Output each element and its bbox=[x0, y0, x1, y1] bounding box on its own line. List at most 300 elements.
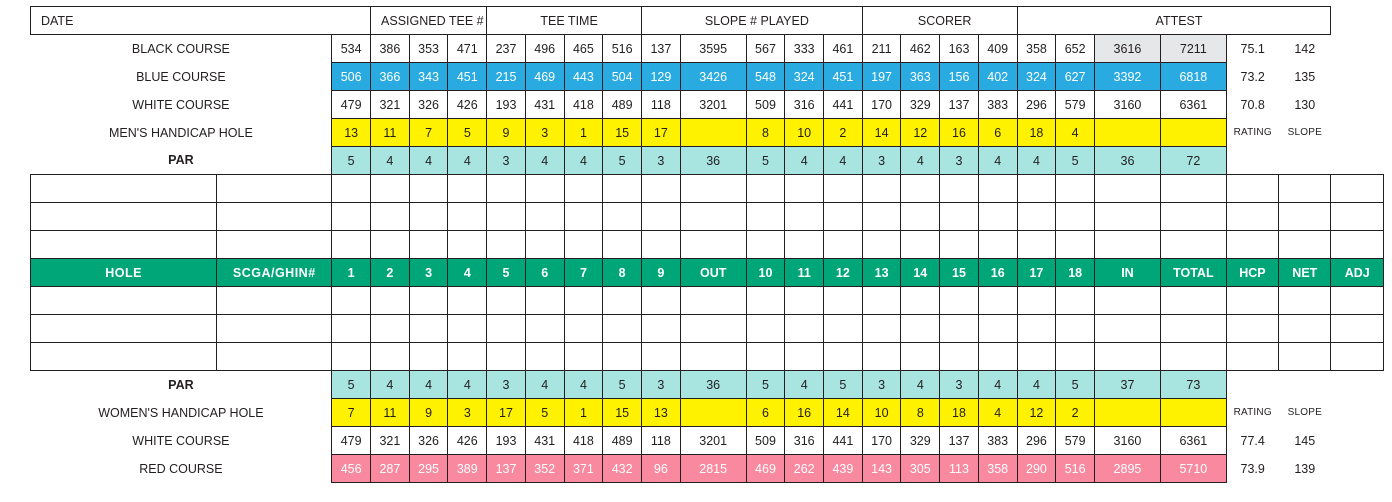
score-cell[interactable] bbox=[448, 175, 487, 203]
blue-out: 3426 bbox=[680, 63, 746, 91]
black-hole-12: 461 bbox=[824, 35, 863, 63]
header-field-tee-time: TEE TIME bbox=[487, 7, 642, 35]
parm-in: 36 bbox=[1095, 147, 1161, 175]
black-total: 7211 bbox=[1160, 35, 1226, 63]
mhcp-hole-16: 6 bbox=[978, 119, 1017, 147]
score-cell[interactable] bbox=[785, 231, 824, 259]
score-cell[interactable] bbox=[409, 287, 448, 315]
score-cell[interactable] bbox=[642, 315, 681, 343]
score-net-cell[interactable] bbox=[1279, 175, 1331, 203]
blue-hole-3: 343 bbox=[409, 63, 448, 91]
parw-hole-14: 4 bbox=[901, 371, 940, 399]
blue-hole-13: 197 bbox=[862, 63, 901, 91]
score-cell[interactable] bbox=[901, 231, 940, 259]
score-cell[interactable] bbox=[525, 343, 564, 371]
score-in-cell[interactable] bbox=[1095, 343, 1161, 371]
blue-hole-15: 156 bbox=[940, 63, 979, 91]
score-cell[interactable] bbox=[746, 175, 785, 203]
parw-hole-15: 3 bbox=[940, 371, 979, 399]
blue-hole-4: 451 bbox=[448, 63, 487, 91]
score-cell[interactable] bbox=[409, 343, 448, 371]
score-cell[interactable] bbox=[901, 287, 940, 315]
score-hcp-cell[interactable] bbox=[1226, 175, 1278, 203]
player-entry-row[interactable] bbox=[31, 175, 1384, 203]
score-cell[interactable] bbox=[642, 175, 681, 203]
blue-hole-14: 363 bbox=[901, 63, 940, 91]
header-hole-15: 15 bbox=[940, 259, 979, 287]
player-name-cell[interactable] bbox=[31, 231, 217, 259]
score-cell[interactable] bbox=[642, 203, 681, 231]
score-cell[interactable] bbox=[525, 231, 564, 259]
whcp-hole-8: 15 bbox=[603, 399, 642, 427]
header-field-slope-played: SLOPE # PLAYED bbox=[642, 7, 863, 35]
score-hcp-cell[interactable] bbox=[1226, 231, 1278, 259]
whitew-hole-9: 118 bbox=[642, 427, 681, 455]
score-cell[interactable] bbox=[940, 231, 979, 259]
score-adj-cell[interactable] bbox=[1331, 175, 1384, 203]
parm-hole-2: 4 bbox=[371, 147, 410, 175]
parw-hole-6: 4 bbox=[525, 371, 564, 399]
parw-total: 73 bbox=[1160, 371, 1226, 399]
blue-hole-16: 402 bbox=[978, 63, 1017, 91]
white-women-rating: 77.4 bbox=[1240, 433, 1265, 448]
score-cell[interactable] bbox=[487, 203, 526, 231]
score-out-cell[interactable] bbox=[680, 287, 746, 315]
parm-hole-3: 4 bbox=[409, 147, 448, 175]
player-ghin-cell[interactable] bbox=[217, 315, 332, 343]
score-cell[interactable] bbox=[940, 287, 979, 315]
score-cell[interactable] bbox=[332, 175, 371, 203]
score-out-cell[interactable] bbox=[680, 203, 746, 231]
player-ghin-cell[interactable] bbox=[217, 231, 332, 259]
score-cell[interactable] bbox=[409, 203, 448, 231]
score-cell[interactable] bbox=[371, 231, 410, 259]
score-net-cell[interactable] bbox=[1279, 287, 1331, 315]
white-hole-10: 509 bbox=[746, 91, 785, 119]
score-cell[interactable] bbox=[487, 287, 526, 315]
player-name-cell[interactable] bbox=[31, 203, 217, 231]
player-entry-row[interactable] bbox=[31, 231, 1384, 259]
whitew-hole-12: 441 bbox=[824, 427, 863, 455]
score-cell[interactable] bbox=[642, 287, 681, 315]
whcp-total bbox=[1160, 399, 1226, 427]
score-cell[interactable] bbox=[564, 315, 603, 343]
player-name-cell[interactable] bbox=[31, 315, 217, 343]
score-cell[interactable] bbox=[603, 287, 642, 315]
header-hole-3: 3 bbox=[409, 259, 448, 287]
score-cell[interactable] bbox=[940, 175, 979, 203]
red-out: 2815 bbox=[680, 455, 746, 483]
white-rating: 70.8 bbox=[1240, 97, 1265, 112]
scorecard-table bbox=[30, 6, 1384, 483]
score-cell[interactable] bbox=[862, 203, 901, 231]
player-entry-row[interactable] bbox=[31, 315, 1384, 343]
white-hole-9: 118 bbox=[642, 91, 681, 119]
score-net-cell[interactable] bbox=[1279, 203, 1331, 231]
score-cell[interactable] bbox=[525, 175, 564, 203]
header-hole-9: 9 bbox=[642, 259, 681, 287]
score-cell[interactable] bbox=[487, 343, 526, 371]
mhcp-hole-6: 3 bbox=[525, 119, 564, 147]
score-cell[interactable] bbox=[332, 343, 371, 371]
score-cell[interactable] bbox=[525, 315, 564, 343]
score-cell[interactable] bbox=[746, 343, 785, 371]
white-hole-3: 326 bbox=[409, 91, 448, 119]
header-field-assigned-tee: ASSIGNED TEE # bbox=[371, 7, 487, 35]
score-cell[interactable] bbox=[824, 287, 863, 315]
parw-hole-10: 5 bbox=[746, 371, 785, 399]
blue-in: 3392 bbox=[1095, 63, 1161, 91]
whcp-hole-15: 18 bbox=[940, 399, 979, 427]
black-hole-1: 534 bbox=[332, 35, 371, 63]
score-adj-cell[interactable] bbox=[1331, 315, 1384, 343]
whitew-hole-14: 329 bbox=[901, 427, 940, 455]
whcp-hole-9: 13 bbox=[642, 399, 681, 427]
score-cell[interactable] bbox=[448, 231, 487, 259]
mhcp-hole-17: 18 bbox=[1017, 119, 1056, 147]
blue-hole-17: 324 bbox=[1017, 63, 1056, 91]
score-cell[interactable] bbox=[487, 231, 526, 259]
score-cell[interactable] bbox=[603, 343, 642, 371]
score-adj-cell[interactable] bbox=[1331, 343, 1384, 371]
score-cell[interactable] bbox=[1056, 203, 1095, 231]
whitew-in: 3160 bbox=[1095, 427, 1161, 455]
score-cell[interactable] bbox=[746, 287, 785, 315]
red-hole-3: 295 bbox=[409, 455, 448, 483]
player-ghin-cell[interactable] bbox=[217, 343, 332, 371]
score-cell[interactable] bbox=[525, 203, 564, 231]
red-hole-9: 96 bbox=[642, 455, 681, 483]
player-ghin-cell[interactable] bbox=[217, 175, 332, 203]
parm-hole-1: 5 bbox=[332, 147, 371, 175]
score-total-cell[interactable] bbox=[1160, 175, 1226, 203]
header-ghin: SCGA/GHIN# bbox=[217, 259, 332, 287]
score-hcp-cell[interactable] bbox=[1226, 315, 1278, 343]
parm-hole-12: 4 bbox=[824, 147, 863, 175]
score-cell[interactable] bbox=[642, 231, 681, 259]
score-cell[interactable] bbox=[448, 203, 487, 231]
black-hole-15: 163 bbox=[940, 35, 979, 63]
score-cell[interactable] bbox=[409, 175, 448, 203]
spacer-cell bbox=[1279, 147, 1331, 175]
score-net-cell[interactable] bbox=[1279, 315, 1331, 343]
score-hcp-cell[interactable] bbox=[1226, 203, 1278, 231]
parw-hole-13: 3 bbox=[862, 371, 901, 399]
black-hole-13: 211 bbox=[862, 35, 901, 63]
parw-in: 37 bbox=[1095, 371, 1161, 399]
whitew-out: 3201 bbox=[680, 427, 746, 455]
red-hole-17: 290 bbox=[1017, 455, 1056, 483]
score-cell[interactable] bbox=[940, 315, 979, 343]
header-hole: HOLE bbox=[31, 259, 217, 287]
blue-hole-12: 451 bbox=[824, 63, 863, 91]
score-cell[interactable] bbox=[409, 315, 448, 343]
header-hole-18: 18 bbox=[1056, 259, 1095, 287]
score-in-cell[interactable] bbox=[1095, 287, 1161, 315]
red-hole-15: 113 bbox=[940, 455, 979, 483]
whitew-hole-16: 383 bbox=[978, 427, 1017, 455]
score-cell[interactable] bbox=[746, 203, 785, 231]
score-total-cell[interactable] bbox=[1160, 287, 1226, 315]
header-field-attest: ATTEST bbox=[1017, 7, 1331, 35]
score-cell[interactable] bbox=[862, 175, 901, 203]
row-red-course bbox=[31, 455, 1384, 483]
parm-hole-15: 3 bbox=[940, 147, 979, 175]
score-out-cell[interactable] bbox=[680, 343, 746, 371]
row-label-white-course-women: WHITE COURSE bbox=[132, 433, 230, 448]
white-hole-16: 383 bbox=[978, 91, 1017, 119]
score-cell[interactable] bbox=[1056, 287, 1095, 315]
mhcp-hole-10: 8 bbox=[746, 119, 785, 147]
row-label-red-course: RED COURSE bbox=[139, 461, 223, 476]
black-in: 3616 bbox=[1095, 35, 1161, 63]
whitew-hole-15: 137 bbox=[940, 427, 979, 455]
score-cell[interactable] bbox=[978, 203, 1017, 231]
row-par-men bbox=[31, 147, 1384, 175]
whcp-hole-3: 9 bbox=[409, 399, 448, 427]
header-strip bbox=[31, 7, 1384, 35]
score-cell[interactable] bbox=[785, 343, 824, 371]
score-cell[interactable] bbox=[332, 203, 371, 231]
score-cell[interactable] bbox=[1017, 343, 1056, 371]
header-out: OUT bbox=[680, 259, 746, 287]
parw-hole-4: 4 bbox=[448, 371, 487, 399]
score-cell[interactable] bbox=[901, 203, 940, 231]
score-adj-cell[interactable] bbox=[1331, 287, 1384, 315]
score-cell[interactable] bbox=[901, 175, 940, 203]
score-cell[interactable] bbox=[564, 175, 603, 203]
parw-hole-1: 5 bbox=[332, 371, 371, 399]
score-cell[interactable] bbox=[824, 343, 863, 371]
score-cell[interactable] bbox=[603, 231, 642, 259]
red-total: 5710 bbox=[1160, 455, 1226, 483]
score-cell[interactable] bbox=[785, 175, 824, 203]
score-cell[interactable] bbox=[564, 343, 603, 371]
score-out-cell[interactable] bbox=[680, 231, 746, 259]
parm-hole-11: 4 bbox=[785, 147, 824, 175]
header-hole-8: 8 bbox=[603, 259, 642, 287]
red-hole-8: 432 bbox=[603, 455, 642, 483]
score-cell[interactable] bbox=[862, 231, 901, 259]
score-hcp-cell[interactable] bbox=[1226, 343, 1278, 371]
white-in: 3160 bbox=[1095, 91, 1161, 119]
mhcp-out bbox=[680, 119, 746, 147]
score-out-cell[interactable] bbox=[680, 175, 746, 203]
score-cell[interactable] bbox=[332, 315, 371, 343]
mens-slope-label: SLOPE bbox=[1287, 127, 1322, 138]
score-cell[interactable] bbox=[487, 175, 526, 203]
parm-hole-8: 5 bbox=[603, 147, 642, 175]
header-hole-5: 5 bbox=[487, 259, 526, 287]
whitew-hole-10: 509 bbox=[746, 427, 785, 455]
score-cell[interactable] bbox=[901, 343, 940, 371]
score-cell[interactable] bbox=[487, 315, 526, 343]
mhcp-hole-15: 16 bbox=[940, 119, 979, 147]
spacer-cell bbox=[1331, 147, 1384, 175]
scorecard bbox=[0, 6, 1392, 502]
parm-hole-9: 3 bbox=[642, 147, 681, 175]
score-cell[interactable] bbox=[785, 315, 824, 343]
score-cell[interactable] bbox=[785, 287, 824, 315]
score-cell[interactable] bbox=[978, 287, 1017, 315]
score-cell[interactable] bbox=[978, 315, 1017, 343]
white-hole-5: 193 bbox=[487, 91, 526, 119]
score-net-cell[interactable] bbox=[1279, 343, 1331, 371]
mhcp-in bbox=[1095, 119, 1161, 147]
score-total-cell[interactable] bbox=[1160, 231, 1226, 259]
mens-rating-label: RATING bbox=[1233, 127, 1272, 138]
red-hole-4: 389 bbox=[448, 455, 487, 483]
score-hcp-cell[interactable] bbox=[1226, 287, 1278, 315]
score-cell[interactable] bbox=[332, 231, 371, 259]
whcp-hole-7: 1 bbox=[564, 399, 603, 427]
score-cell[interactable] bbox=[564, 287, 603, 315]
score-cell[interactable] bbox=[371, 287, 410, 315]
score-cell[interactable] bbox=[371, 203, 410, 231]
score-cell[interactable] bbox=[901, 315, 940, 343]
score-cell[interactable] bbox=[1017, 315, 1056, 343]
score-cell[interactable] bbox=[332, 287, 371, 315]
score-cell[interactable] bbox=[1017, 203, 1056, 231]
score-cell[interactable] bbox=[862, 343, 901, 371]
mhcp-hole-8: 15 bbox=[603, 119, 642, 147]
black-hole-7: 465 bbox=[564, 35, 603, 63]
score-cell[interactable] bbox=[371, 343, 410, 371]
white-hole-13: 170 bbox=[862, 91, 901, 119]
whitew-hole-8: 489 bbox=[603, 427, 642, 455]
white-women-slope: 145 bbox=[1294, 433, 1316, 448]
score-in-cell[interactable] bbox=[1095, 315, 1161, 343]
white-hole-17: 296 bbox=[1017, 91, 1056, 119]
red-rating: 73.9 bbox=[1240, 461, 1265, 476]
mhcp-hole-2: 11 bbox=[371, 119, 410, 147]
parm-hole-7: 4 bbox=[564, 147, 603, 175]
score-net-cell[interactable] bbox=[1279, 231, 1331, 259]
score-cell[interactable] bbox=[1056, 175, 1095, 203]
score-cell[interactable] bbox=[824, 203, 863, 231]
score-cell[interactable] bbox=[642, 343, 681, 371]
player-name-cell[interactable] bbox=[31, 287, 217, 315]
mhcp-hole-18: 4 bbox=[1056, 119, 1095, 147]
parm-hole-13: 3 bbox=[862, 147, 901, 175]
black-slope: 142 bbox=[1294, 41, 1316, 56]
score-cell[interactable] bbox=[746, 231, 785, 259]
score-out-cell[interactable] bbox=[680, 315, 746, 343]
mhcp-hole-1: 13 bbox=[332, 119, 371, 147]
score-cell[interactable] bbox=[525, 287, 564, 315]
score-in-cell[interactable] bbox=[1095, 231, 1161, 259]
score-total-cell[interactable] bbox=[1160, 315, 1226, 343]
score-adj-cell[interactable] bbox=[1331, 231, 1384, 259]
score-cell[interactable] bbox=[371, 315, 410, 343]
score-cell[interactable] bbox=[862, 287, 901, 315]
player-ghin-cell[interactable] bbox=[217, 287, 332, 315]
blue-slope: 135 bbox=[1294, 69, 1316, 84]
score-cell[interactable] bbox=[409, 231, 448, 259]
score-cell[interactable] bbox=[1017, 175, 1056, 203]
parm-hole-17: 4 bbox=[1017, 147, 1056, 175]
score-cell[interactable] bbox=[824, 175, 863, 203]
spacer-cell bbox=[1331, 455, 1384, 483]
score-in-cell[interactable] bbox=[1095, 175, 1161, 203]
score-cell[interactable] bbox=[603, 175, 642, 203]
score-total-cell[interactable] bbox=[1160, 343, 1226, 371]
score-cell[interactable] bbox=[564, 203, 603, 231]
score-cell[interactable] bbox=[824, 315, 863, 343]
whcp-hole-12: 14 bbox=[824, 399, 863, 427]
player-entry-row[interactable] bbox=[31, 343, 1384, 371]
score-in-cell[interactable] bbox=[1095, 203, 1161, 231]
player-name-cell[interactable] bbox=[31, 175, 217, 203]
score-adj-cell[interactable] bbox=[1331, 203, 1384, 231]
parw-hole-7: 4 bbox=[564, 371, 603, 399]
player-name-cell[interactable] bbox=[31, 343, 217, 371]
player-entry-row[interactable] bbox=[31, 203, 1384, 231]
black-hole-16: 409 bbox=[978, 35, 1017, 63]
score-cell[interactable] bbox=[1017, 231, 1056, 259]
score-cell[interactable] bbox=[824, 231, 863, 259]
spacer-cell bbox=[1331, 63, 1384, 91]
score-cell[interactable] bbox=[940, 203, 979, 231]
score-cell[interactable] bbox=[371, 175, 410, 203]
whitew-hole-11: 316 bbox=[785, 427, 824, 455]
score-cell[interactable] bbox=[448, 343, 487, 371]
black-hole-3: 353 bbox=[409, 35, 448, 63]
score-cell[interactable] bbox=[448, 287, 487, 315]
score-cell[interactable] bbox=[603, 315, 642, 343]
whcp-hole-10: 6 bbox=[746, 399, 785, 427]
white-total: 6361 bbox=[1160, 91, 1226, 119]
score-cell[interactable] bbox=[978, 343, 1017, 371]
spacer-cell bbox=[1226, 147, 1278, 175]
score-total-cell[interactable] bbox=[1160, 203, 1226, 231]
player-entry-row[interactable] bbox=[31, 287, 1384, 315]
score-cell[interactable] bbox=[978, 175, 1017, 203]
header-hcp: HCP bbox=[1226, 259, 1278, 287]
header-hole-14: 14 bbox=[901, 259, 940, 287]
score-cell[interactable] bbox=[862, 315, 901, 343]
womens-slope-label: SLOPE bbox=[1287, 407, 1322, 418]
parm-total: 72 bbox=[1160, 147, 1226, 175]
mhcp-hole-13: 14 bbox=[862, 119, 901, 147]
header-hole-6: 6 bbox=[525, 259, 564, 287]
parm-hole-5: 3 bbox=[487, 147, 526, 175]
parm-hole-4: 4 bbox=[448, 147, 487, 175]
mhcp-hole-7: 1 bbox=[564, 119, 603, 147]
parw-hole-11: 4 bbox=[785, 371, 824, 399]
row-white-course-women bbox=[31, 427, 1384, 455]
parw-hole-8: 5 bbox=[603, 371, 642, 399]
score-cell[interactable] bbox=[1056, 231, 1095, 259]
header-hole-12: 12 bbox=[824, 259, 863, 287]
score-cell[interactable] bbox=[1017, 287, 1056, 315]
score-cell[interactable] bbox=[746, 315, 785, 343]
score-cell[interactable] bbox=[1056, 343, 1095, 371]
score-cell[interactable] bbox=[564, 231, 603, 259]
score-cell[interactable] bbox=[978, 231, 1017, 259]
red-hole-2: 287 bbox=[371, 455, 410, 483]
header-hole-2: 2 bbox=[371, 259, 410, 287]
row-par-women bbox=[31, 371, 1384, 399]
score-cell[interactable] bbox=[785, 203, 824, 231]
score-cell[interactable] bbox=[1056, 315, 1095, 343]
player-ghin-cell[interactable] bbox=[217, 203, 332, 231]
row-label-womens-handicap: WOMEN'S HANDICAP HOLE bbox=[98, 405, 264, 420]
score-cell[interactable] bbox=[603, 203, 642, 231]
parw-hole-18: 5 bbox=[1056, 371, 1095, 399]
score-cell[interactable] bbox=[940, 343, 979, 371]
score-cell[interactable] bbox=[448, 315, 487, 343]
